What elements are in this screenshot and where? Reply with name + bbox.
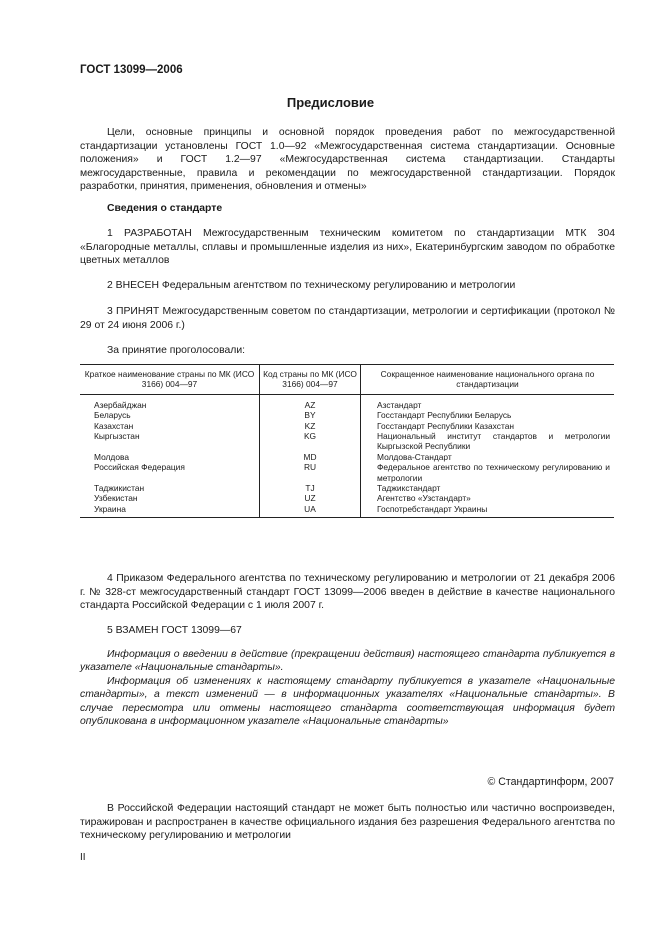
body-cell: Госстандарт Республики Беларусь — [377, 410, 512, 421]
body-cell: Азстандарт — [377, 399, 422, 410]
vote-label: За принятие проголосовали: — [107, 345, 246, 356]
code-cell: KZ — [260, 421, 361, 431]
item-2 — [80, 279, 615, 293]
page-title: Предисловие — [286, 95, 375, 110]
country-cell: Украина — [80, 504, 260, 518]
reproduction-notice-text: В Российской Федерации настоящий стандарт не может быть полностью или частично воспроизведен, тиражирован и распространен в качестве официального издания без разрешения Федерального агентства по техническому регулированию и метрологии — [80, 803, 615, 842]
code-cell: BY — [260, 410, 361, 420]
page-number: II — [80, 852, 86, 863]
country-cell: Российская Федерация — [80, 462, 260, 483]
info-publication — [80, 648, 615, 675]
code-cell: UA — [260, 504, 361, 518]
item-1-text: 1 РАЗРАБОТАН Межгосударственным техническим комитетом по стандартизации МТК 304 «Благородные металлы, сплавы и промышленные изделия из них», Екатеринбургским заводом по обработке цветных металлов — [80, 228, 615, 267]
body-cell: Молдова-Стандарт — [377, 451, 452, 462]
document-header: ГОСТ 13099—2006 — [80, 64, 183, 76]
table-row — [80, 483, 614, 493]
table-row — [80, 504, 614, 518]
item-4-text: 4 Приказом Федерального агентства по техническому регулированию и метрологии от 21 декабря 2006 г. № 328-ст межгосударственный стандарт ГОСТ 13099—2006 введен в действие в качестве национального стандарта Российской Федерации с 1 июля 2007 г. — [80, 573, 615, 612]
item-1 — [80, 227, 615, 268]
item-3-text: 3 ПРИНЯТ Межгосударственным советом по стандартизации, метрологии и сертификации (протокол № 29 от 24 июня 2006 г.) — [80, 306, 615, 331]
header-body: Сокращенное наименование национального органа по стандартизации — [361, 365, 615, 395]
code-cell: RU — [260, 462, 361, 483]
reproduction-notice — [80, 802, 615, 843]
table-row — [80, 493, 614, 503]
table-row — [80, 431, 614, 452]
code-cell: MD — [260, 452, 361, 462]
country-cell: Кыргызстан — [80, 431, 260, 452]
table-row — [80, 410, 614, 420]
country-cell: Молдова — [80, 452, 260, 462]
intro-text: Цели, основные принципы и основной порядок проведения работ по межгосударственной стандартизации установлены ГОСТ 1.0—92 «Межгосударственная система стандартизации. Основные положения» и ГОСТ 1.2—97 «Межгосударственная система стандартизации. Стандарты межгосударственные, правила и рекомендации по межгосударственной стандартизации. Порядок разработки, принятия, применения, обновления и отмены» — [80, 127, 615, 193]
country-cell: Азербайджан — [80, 394, 260, 410]
info-changes-text: Информация об изменениях к настоящему стандарту публикуется в указателе «Национальные стандарты», а текст изменений — в информационных указателях «Национальные стандарты». В случае пересмотра или отмены настоящего стандарта соответствующая информация будет опубликована в информационном указателе «Национальные стандарты» — [80, 676, 615, 728]
item-3 — [80, 305, 615, 332]
header-country: Краткое наименование страны по МК (ИСО 3166) 004—97 — [80, 365, 260, 395]
item-2-text: 2 ВНЕСЕН Федеральным агентством по техническому регулированию и метрологии — [107, 280, 516, 291]
intro-paragraph — [80, 126, 615, 194]
table-header-row — [80, 365, 614, 395]
body-cell: Федеральное агентство по техническому регулированию и метрологии — [377, 462, 610, 483]
item-4 — [80, 572, 615, 613]
body-cell: Госстандарт Республики Казахстан — [377, 420, 514, 431]
table-row — [80, 452, 614, 462]
item-5 — [80, 624, 615, 638]
code-cell: AZ — [260, 394, 361, 410]
header-code: Код страны по МК (ИСО 3166) 004—97 — [260, 365, 361, 395]
body-cell: Агентство «Узстандарт» — [377, 493, 471, 504]
country-cell: Узбекистан — [80, 493, 260, 503]
code-cell: UZ — [260, 493, 361, 503]
info-publication-text: Информация о введении в действие (прекращении действия) настоящего стандарта публикуется в указателе «Национальные стандарты». — [80, 649, 615, 674]
body-cell: Госпотребстандарт Украины — [361, 504, 615, 518]
country-cell: Казахстан — [80, 421, 260, 431]
table-row — [80, 462, 614, 483]
country-cell: Беларусь — [80, 410, 260, 420]
voting-table — [80, 364, 614, 518]
country-cell: Таджикистан — [80, 483, 260, 493]
body-cell: Национальный институт стандартов и метрологии Кыргызской Республики — [377, 431, 610, 452]
code-cell: TJ — [260, 483, 361, 493]
section-heading: Сведения о стандарте — [107, 203, 223, 214]
table-row — [80, 421, 614, 431]
table-row — [80, 394, 614, 410]
copyright: © Стандартинформ, 2007 — [487, 776, 614, 788]
info-changes — [80, 675, 615, 729]
item-5-text: 5 ВЗАМЕН ГОСТ 13099—67 — [107, 625, 242, 636]
body-cell: Таджикстандарт — [377, 483, 441, 494]
code-cell: KG — [260, 431, 361, 452]
